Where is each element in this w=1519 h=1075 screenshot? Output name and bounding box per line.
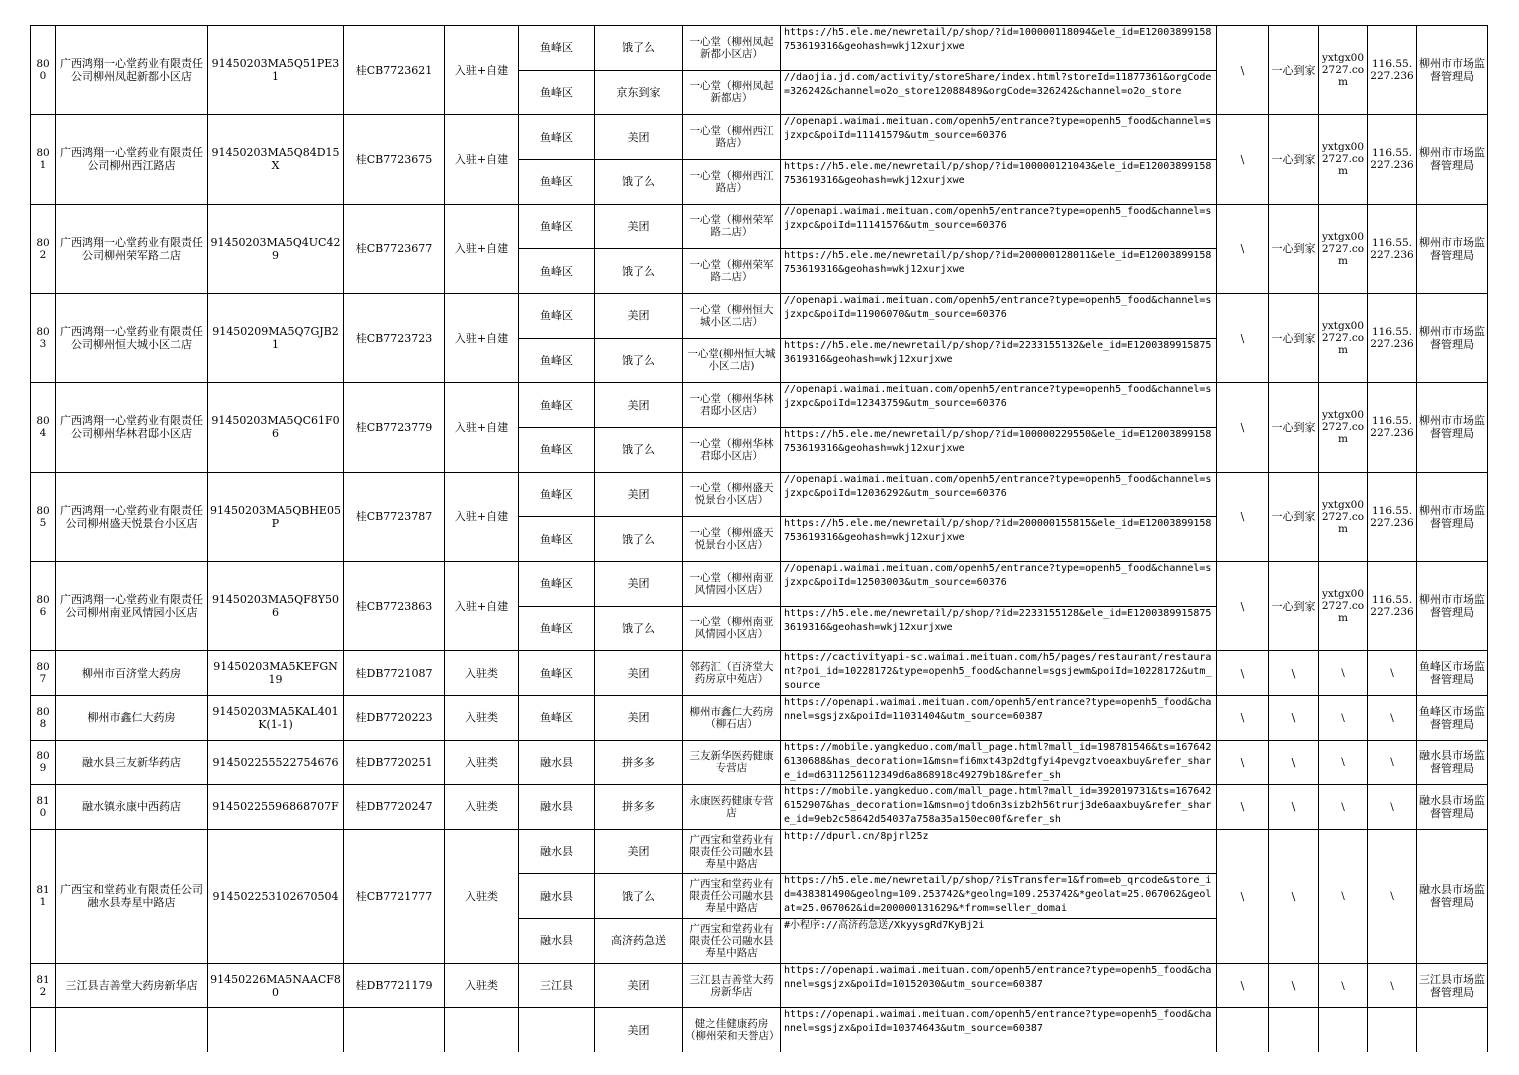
self-built-name: 一心到家 [1269,383,1319,472]
company-name: 柳州市百济堂大药房 [56,651,208,696]
supervising-authority: 三江县市场监督管理局 [1417,963,1488,1008]
district: 鱼峰区 [519,115,595,160]
ip-address: 116.55.227.236 [1368,204,1417,293]
operation-type: 入驻+自建 [445,383,519,472]
license-number: 桂DB7720247 [344,785,445,830]
store-url-link[interactable]: http://dpurl.cn/8pjrl25z [784,830,929,842]
store-url-link[interactable]: //openapi.waimai.meituan.com/openh5/entrance?type=openh5_food&channel=sjzxpc&poiId=12503003&utm_source=60376 [784,562,1212,588]
store-url-cell [781,874,1217,919]
credit-code: 91450225596868707F [208,785,344,830]
store-name: 一心堂（柳州西江路店） [683,159,781,204]
store-url-link[interactable]: https://h5.ele.me/newretail/p/shop/?isTransfer=1&from=eb_qrcode&store_id=438381490&geolng=109.253742&*geolng=109.253742&*geolat=25.067062&geolat=25.067062&id=200000131629&*from=seller_domai [784,875,1212,915]
platform-name: 美团 [595,561,683,606]
record-number: 803 [31,293,56,382]
icp-domain: \ [1319,829,1368,963]
platform-name: 饿了么 [595,606,683,651]
store-name: 健之佳健康药房（柳州荣和天誉店） [683,1008,781,1052]
ip-address: \ [1368,829,1417,963]
company-name: 广西鸿翔一心堂药业有限责任公司柳州恒大城小区二店 [56,293,208,382]
store-url-cell [781,740,1217,785]
store-url-link[interactable]: https://openapi.waimai.meituan.com/openh5/entrance?type=openh5_food&channel=sgsjzx&poiId=10152030&utm_source=60387 [784,964,1212,990]
district: 鱼峰区 [519,159,595,204]
table-row [31,963,1488,1008]
credit-code: 91450226MA5NAACF80 [208,963,344,1008]
store-name: 一心堂（柳州南亚风情园小区店） [683,561,781,606]
store-url-link[interactable]: https://h5.ele.me/newretail/p/shop/?id=100000118094&ele_id=E12003899158753619316&geohash=wkj12xurjxwe [784,27,1212,52]
table-row [31,472,1488,517]
store-url-link[interactable]: https://h5.ele.me/newretail/p/shop/?id=200000128011&ele_id=E12003899158753619316&geohash=wkj12xurjxwe [784,250,1212,276]
store-url-cell [781,472,1217,517]
store-name: 永康医药健康专营店 [683,785,781,830]
table-row [31,740,1488,785]
store-name: 一心堂（柳州恒大城小区二店） [683,293,781,338]
record-number: 809 [31,740,56,785]
credit-code: 91450203MA5QF8Y506 [208,561,344,650]
store-url-cell [781,427,1217,472]
ip-address: 116.55.227.236 [1368,383,1417,472]
record-number: 802 [31,204,56,293]
operation-type: 入驻+自建 [445,293,519,382]
icp-domain: \ [1319,695,1368,740]
table-row [31,204,1488,249]
company-name: 广西鸿翔一心堂药业有限责任公司柳州荣军路二店 [56,204,208,293]
record-number: 801 [31,115,56,204]
self-built-site: \ [1217,204,1269,293]
store-name: 一心堂（柳州华林君邸小区店） [683,383,781,428]
operation-type: 入驻+自建 [445,472,519,561]
platform-name: 美团 [595,695,683,740]
store-url-cell [781,651,1217,696]
record-number: 810 [31,785,56,830]
license-number: 桂CB7723779 [344,383,445,472]
district: 融水县 [519,740,595,785]
district: 鱼峰区 [519,70,595,115]
company-name: 柳州市鑫仁大药房 [56,695,208,740]
self-built-site: \ [1217,740,1269,785]
self-built-site [1217,1008,1269,1052]
district: 融水县 [519,785,595,830]
supervising-authority: 融水县市场监督管理局 [1417,785,1488,830]
store-name: 三友新华医药健康专营店 [683,740,781,785]
credit-code: 914502253102670504 [208,829,344,963]
platform-name: 美团 [595,963,683,1008]
icp-domain: yxtgx002727.com [1319,472,1368,561]
store-name: 一心堂（柳州盛天悦景台小区店） [683,517,781,562]
store-url-cell [781,963,1217,1008]
credit-code: 91450203MA5QC61F06 [208,383,344,472]
platform-name: 饿了么 [595,159,683,204]
operation-type: 入驻+自建 [445,561,519,650]
district: 融水县 [519,919,595,964]
company-name: 融水县三友新华药店 [56,740,208,785]
platform-name: 美团 [595,293,683,338]
company-name: 广西鸿翔一心堂药业有限责任公司柳州西江路店 [56,115,208,204]
store-url-cell [781,517,1217,562]
operation-type [445,1008,519,1052]
icp-domain: yxtgx002727.com [1319,204,1368,293]
license-number: 桂CB7721777 [344,829,445,963]
district: 融水县 [519,874,595,919]
table-row [31,651,1488,696]
license-number: 桂CB7723723 [344,293,445,382]
store-url-link[interactable]: https://openapi.waimai.meituan.com/openh5/entrance?type=openh5_food&channel=sgsjzx&poiId=11031404&utm_source=60387 [784,696,1212,722]
platform-name: 美团 [595,383,683,428]
store-url-link[interactable]: https://h5.ele.me/newretail/p/shop/?id=100000121043&ele_id=E12003899158753619316&geohash=wkj12xurjxwe [784,160,1212,186]
platform-name: 美团 [595,472,683,517]
platform-name: 饿了么 [595,517,683,562]
supervising-authority: 柳州市市场监督管理局 [1417,26,1488,115]
icp-domain: yxtgx002727.com [1319,26,1368,115]
icp-domain: yxtgx002727.com [1319,115,1368,204]
store-name: 一心堂（柳州凤起新都店） [683,70,781,115]
license-number: 桂CB7723863 [344,561,445,650]
ip-address: 116.55.227.236 [1368,293,1417,382]
store-url-cell [781,606,1217,651]
store-name: 广西宝和堂药业有限责任公司融水县寿星中路店 [683,829,781,874]
supervising-authority: 柳州市市场监督管理局 [1417,115,1488,204]
store-url-link[interactable]: //openapi.waimai.meituan.com/openh5/entrance?type=openh5_food&channel=sjzxpc&poiId=11906070&utm_source=60376 [784,294,1212,320]
record-number [31,1008,56,1052]
credit-code: 91450203MA5QBHE05P [208,472,344,561]
self-built-site: \ [1217,383,1269,472]
license-number: 桂DB7720223 [344,695,445,740]
credit-code: 91450209MA5Q7GJB21 [208,293,344,382]
district: 鱼峰区 [519,606,595,651]
store-url-link[interactable]: //daojia.jd.com/activity/storeShare/index.html?storeId=11877361&orgCode=326242&channel=o2o_store12088489&orgCode=326242&channel=o2o_store [784,71,1212,97]
ip-address: 116.55.227.236 [1368,561,1417,650]
platform-name: 美团 [595,1008,683,1052]
icp-domain [1319,1008,1368,1052]
platform-name: 饿了么 [595,249,683,294]
icp-domain: \ [1319,651,1368,696]
company-name: 广西鸿翔一心堂药业有限责任公司柳州南亚风情园小区店 [56,561,208,650]
operation-type: 入驻+自建 [445,204,519,293]
district: 鱼峰区 [519,472,595,517]
ip-address: 116.55.227.236 [1368,26,1417,115]
store-name: 广西宝和堂药业有限责任公司融水县寿星中路店 [683,874,781,919]
store-url-link[interactable]: https://openapi.waimai.meituan.com/openh5/entrance?type=openh5_food&channel=sgsjzx&poiId=10374643&utm_source=60387 [784,1009,1212,1035]
supervising-authority: 柳州市市场监督管理局 [1417,204,1488,293]
self-built-name: 一心到家 [1269,293,1319,382]
store-url-cell [781,159,1217,204]
platform-name: 高济药急送 [595,919,683,964]
store-url-cell [781,561,1217,606]
district: 鱼峰区 [519,383,595,428]
self-built-site: \ [1217,115,1269,204]
platform-name: 饿了么 [595,26,683,71]
district: 鱼峰区 [519,651,595,696]
store-url-link[interactable]: https://mobile.yangkeduo.com/mall_page.html?mall_id=198781546&ts=1676426130688&has_decoration=1&msn=fi6mxt43p2dtgfyi4pevgztvoeaxbuy&refer_share_id=d6311256112349d6a868918c49279b18&refer_sh [784,741,1212,781]
table-row [31,293,1488,338]
district: 鱼峰区 [519,249,595,294]
store-url-link[interactable]: https://mobile.yangkeduo.com/mall_page.html?mall_id=392019731&ts=1676426152907&has_decoration=1&msn=ojtdo6n3sizb2h56trurj3de6aaxbuy&refer_share_id=9eb2c58642d54037a758a35a150ec00f&refer_sh [784,786,1212,826]
store-url-cell [781,338,1217,383]
store-url-cell [781,26,1217,71]
self-built-site: \ [1217,963,1269,1008]
credit-code: 914502255522754676 [208,740,344,785]
license-number: 桂DB7720251 [344,740,445,785]
platform-name: 美团 [595,651,683,696]
store-name: 一心堂（柳州南亚风情园小区店） [683,606,781,651]
ip-address: \ [1368,785,1417,830]
ip-address: 116.55.227.236 [1368,115,1417,204]
supervising-authority: 柳州市市场监督管理局 [1417,383,1488,472]
self-built-site: \ [1217,293,1269,382]
store-url-link[interactable]: https://cactivityapi-sc.waimai.meituan.com/h5/pages/restaurant/restaurant?poi_id=10228172&type=openh5_food&channel=sgsjewm&poiId=10228172&utm_source [784,652,1212,692]
record-number: 807 [31,651,56,696]
store-url-cell [781,115,1217,160]
table-row [31,26,1488,71]
self-built-site: \ [1217,472,1269,561]
company-name [56,1008,208,1052]
store-url-link[interactable]: https://h5.ele.me/newretail/p/shop/?id=2233155132&ele_id=E12003899158753619316&geohash=wkj12xurjxwe [784,339,1212,365]
icp-domain: yxtgx002727.com [1319,561,1368,650]
company-name: 三江县吉善堂大药房新华店 [56,963,208,1008]
store-name: 一心堂（柳州西江路店） [683,115,781,160]
store-url-link[interactable]: https://h5.ele.me/newretail/p/shop/?id=2233155128&ele_id=E12003899158753619316&geohash=wkj12xurjxwe [784,607,1212,633]
self-built-site: \ [1217,785,1269,830]
platform-name: 饿了么 [595,427,683,472]
license-number: 桂CB7723675 [344,115,445,204]
icp-domain: \ [1319,740,1368,785]
supervising-authority: 鱼峰区市场监督管理局 [1417,651,1488,696]
self-built-name: 一心到家 [1269,561,1319,650]
district: 鱼峰区 [519,427,595,472]
store-name: 一心堂（柳州凤起新都小区店） [683,26,781,71]
icp-domain: \ [1319,963,1368,1008]
company-name: 广西鸿翔一心堂药业有限责任公司柳州华林君邸小区店 [56,383,208,472]
platform-name: 京东到家 [595,70,683,115]
store-url-link[interactable]: //openapi.waimai.meituan.com/openh5/entrance?type=openh5_food&channel=sjzxpc&poiId=12343759&utm_source=60376 [784,384,1212,410]
supervising-authority: 柳州市市场监督管理局 [1417,561,1488,650]
self-built-site: \ [1217,829,1269,963]
store-name: 一心堂（柳州荣军路二店） [683,204,781,249]
record-number: 800 [31,26,56,115]
store-url-cell [781,919,1217,964]
ip-address: \ [1368,695,1417,740]
company-name: 广西鸿翔一心堂药业有限责任公司柳州盛天悦景台小区店 [56,472,208,561]
store-url-cell [781,70,1217,115]
table-row [31,695,1488,740]
supervising-authority: 融水县市场监督管理局 [1417,829,1488,963]
self-built-name: \ [1269,963,1319,1008]
self-built-name: \ [1269,695,1319,740]
district: 鱼峰区 [519,517,595,562]
store-name: 邻药汇（百济堂大药房京中苑店） [683,651,781,696]
supervising-authority [1417,1008,1488,1052]
platform-name: 拼多多 [595,785,683,830]
company-name: 广西宝和堂药业有限责任公司融水县寿星中路店 [56,829,208,963]
self-built-name: \ [1269,785,1319,830]
store-name: 三江县吉善堂大药房新华店 [683,963,781,1008]
credit-code: 91450203MA5Q4UC429 [208,204,344,293]
self-built-name: 一心到家 [1269,204,1319,293]
district: 鱼峰区 [519,561,595,606]
table-row [31,383,1488,428]
credit-code: 91450203MA5Q84D15X [208,115,344,204]
platform-name: 拼多多 [595,740,683,785]
icp-domain: \ [1319,785,1368,830]
store-url-link[interactable]: https://h5.ele.me/newretail/p/shop/?id=200000155815&ele_id=E12003899158753619316&geohash=wkj12xurjxwe [784,518,1212,544]
platform-name: 美团 [595,115,683,160]
platform-name: 美团 [595,204,683,249]
store-url-cell [781,293,1217,338]
operation-type: 入驻+自建 [445,115,519,204]
self-built-name: 一心到家 [1269,115,1319,204]
operation-type: 入驻类 [445,651,519,696]
store-url-cell [781,383,1217,428]
district: 鱼峰区 [519,338,595,383]
operation-type: 入驻类 [445,963,519,1008]
record-number: 806 [31,561,56,650]
district: 鱼峰区 [519,26,595,71]
company-name: 广西鸿翔一心堂药业有限责任公司柳州凤起新都小区店 [56,26,208,115]
store-url-cell [781,785,1217,830]
district: 鱼峰区 [519,695,595,740]
ip-address: \ [1368,651,1417,696]
table-row [31,829,1488,874]
self-built-name: 一心到家 [1269,472,1319,561]
self-built-name: \ [1269,740,1319,785]
self-built-site: \ [1217,695,1269,740]
supervising-authority: 融水县市场监督管理局 [1417,740,1488,785]
store-name: 广西宝和堂药业有限责任公司融水县寿星中路店 [683,919,781,964]
district: 鱼峰区 [519,293,595,338]
platform-name: 饿了么 [595,874,683,919]
credit-code: 91450203MA5Q51PE31 [208,26,344,115]
store-url-cell [781,829,1217,874]
table-row [31,785,1488,830]
operation-type: 入驻+自建 [445,26,519,115]
record-number: 808 [31,695,56,740]
credit-code: 91450203MA5KAL401K(1-1) [208,695,344,740]
ip-address: 116.55.227.236 [1368,472,1417,561]
credit-code [208,1008,344,1052]
license-number [344,1008,445,1052]
district [519,1008,595,1052]
self-built-name [1269,1008,1319,1052]
store-url-cell [781,204,1217,249]
icp-domain: yxtgx002727.com [1319,383,1368,472]
district: 三江县 [519,963,595,1008]
operation-type: 入驻类 [445,829,519,963]
platform-name: 美团 [595,829,683,874]
license-number: 桂CB7723787 [344,472,445,561]
license-number: 桂DB7721087 [344,651,445,696]
record-number: 805 [31,472,56,561]
store-url-link[interactable]: #小程序://高济药急送/XkyysgRd7KyBj2i [784,920,985,932]
table-body [31,26,1488,1052]
store-url-cell [781,249,1217,294]
store-name: 一心堂（柳州荣军路二店） [683,249,781,294]
store-url-link[interactable]: //openapi.waimai.meituan.com/openh5/entrance?type=openh5_food&channel=sjzxpc&poiId=11141576&utm_source=60376 [784,205,1212,231]
supervising-authority: 柳州市市场监督管理局 [1417,472,1488,561]
district: 鱼峰区 [519,204,595,249]
self-built-site: \ [1217,561,1269,650]
table-row [31,1008,1488,1052]
license-number: 桂DB7721179 [344,963,445,1008]
table-row [31,115,1488,160]
license-number: 桂CB7723677 [344,204,445,293]
operation-type: 入驻类 [445,785,519,830]
store-name: 一心堂(柳州恒大城小区二店) [683,338,781,383]
credit-code: 91450203MA5KEFGN19 [208,651,344,696]
platform-name: 饿了么 [595,338,683,383]
store-name: 柳州市鑫仁大药房（柳石店） [683,695,781,740]
store-name: 一心堂（柳州盛天悦景台小区店） [683,472,781,517]
pharmacy-registry-table [30,25,1488,1052]
ip-address: \ [1368,740,1417,785]
store-url-cell [781,1008,1217,1052]
store-url-cell [781,695,1217,740]
self-built-site: \ [1217,651,1269,696]
icp-domain: yxtgx002727.com [1319,293,1368,382]
record-number: 812 [31,963,56,1008]
supervising-authority: 鱼峰区市场监督管理局 [1417,695,1488,740]
ip-address [1368,1008,1417,1052]
self-built-site: \ [1217,26,1269,115]
record-number: 804 [31,383,56,472]
self-built-name: \ [1269,829,1319,963]
record-number: 811 [31,829,56,963]
store-url-link[interactable]: //openapi.waimai.meituan.com/openh5/entrance?type=openh5_food&channel=sjzxpc&poiId=11141579&utm_source=60376 [784,116,1212,142]
district: 融水县 [519,829,595,874]
operation-type: 入驻类 [445,695,519,740]
self-built-name: 一心到家 [1269,26,1319,115]
self-built-name: \ [1269,651,1319,696]
store-url-link[interactable]: https://h5.ele.me/newretail/p/shop/?id=100000229550&ele_id=E12003899158753619316&geohash=wkj12xurjxwe [784,428,1212,454]
table-row [31,561,1488,606]
ip-address: \ [1368,963,1417,1008]
supervising-authority: 柳州市市场监督管理局 [1417,293,1488,382]
store-url-link[interactable]: //openapi.waimai.meituan.com/openh5/entrance?type=openh5_food&channel=sjzxpc&poiId=12036292&utm_source=60376 [784,473,1212,499]
company-name: 融水镇永康中西药店 [56,785,208,830]
store-name: 一心堂（柳州华林君邸小区店） [683,427,781,472]
operation-type: 入驻类 [445,740,519,785]
license-number: 桂CB7723621 [344,26,445,115]
